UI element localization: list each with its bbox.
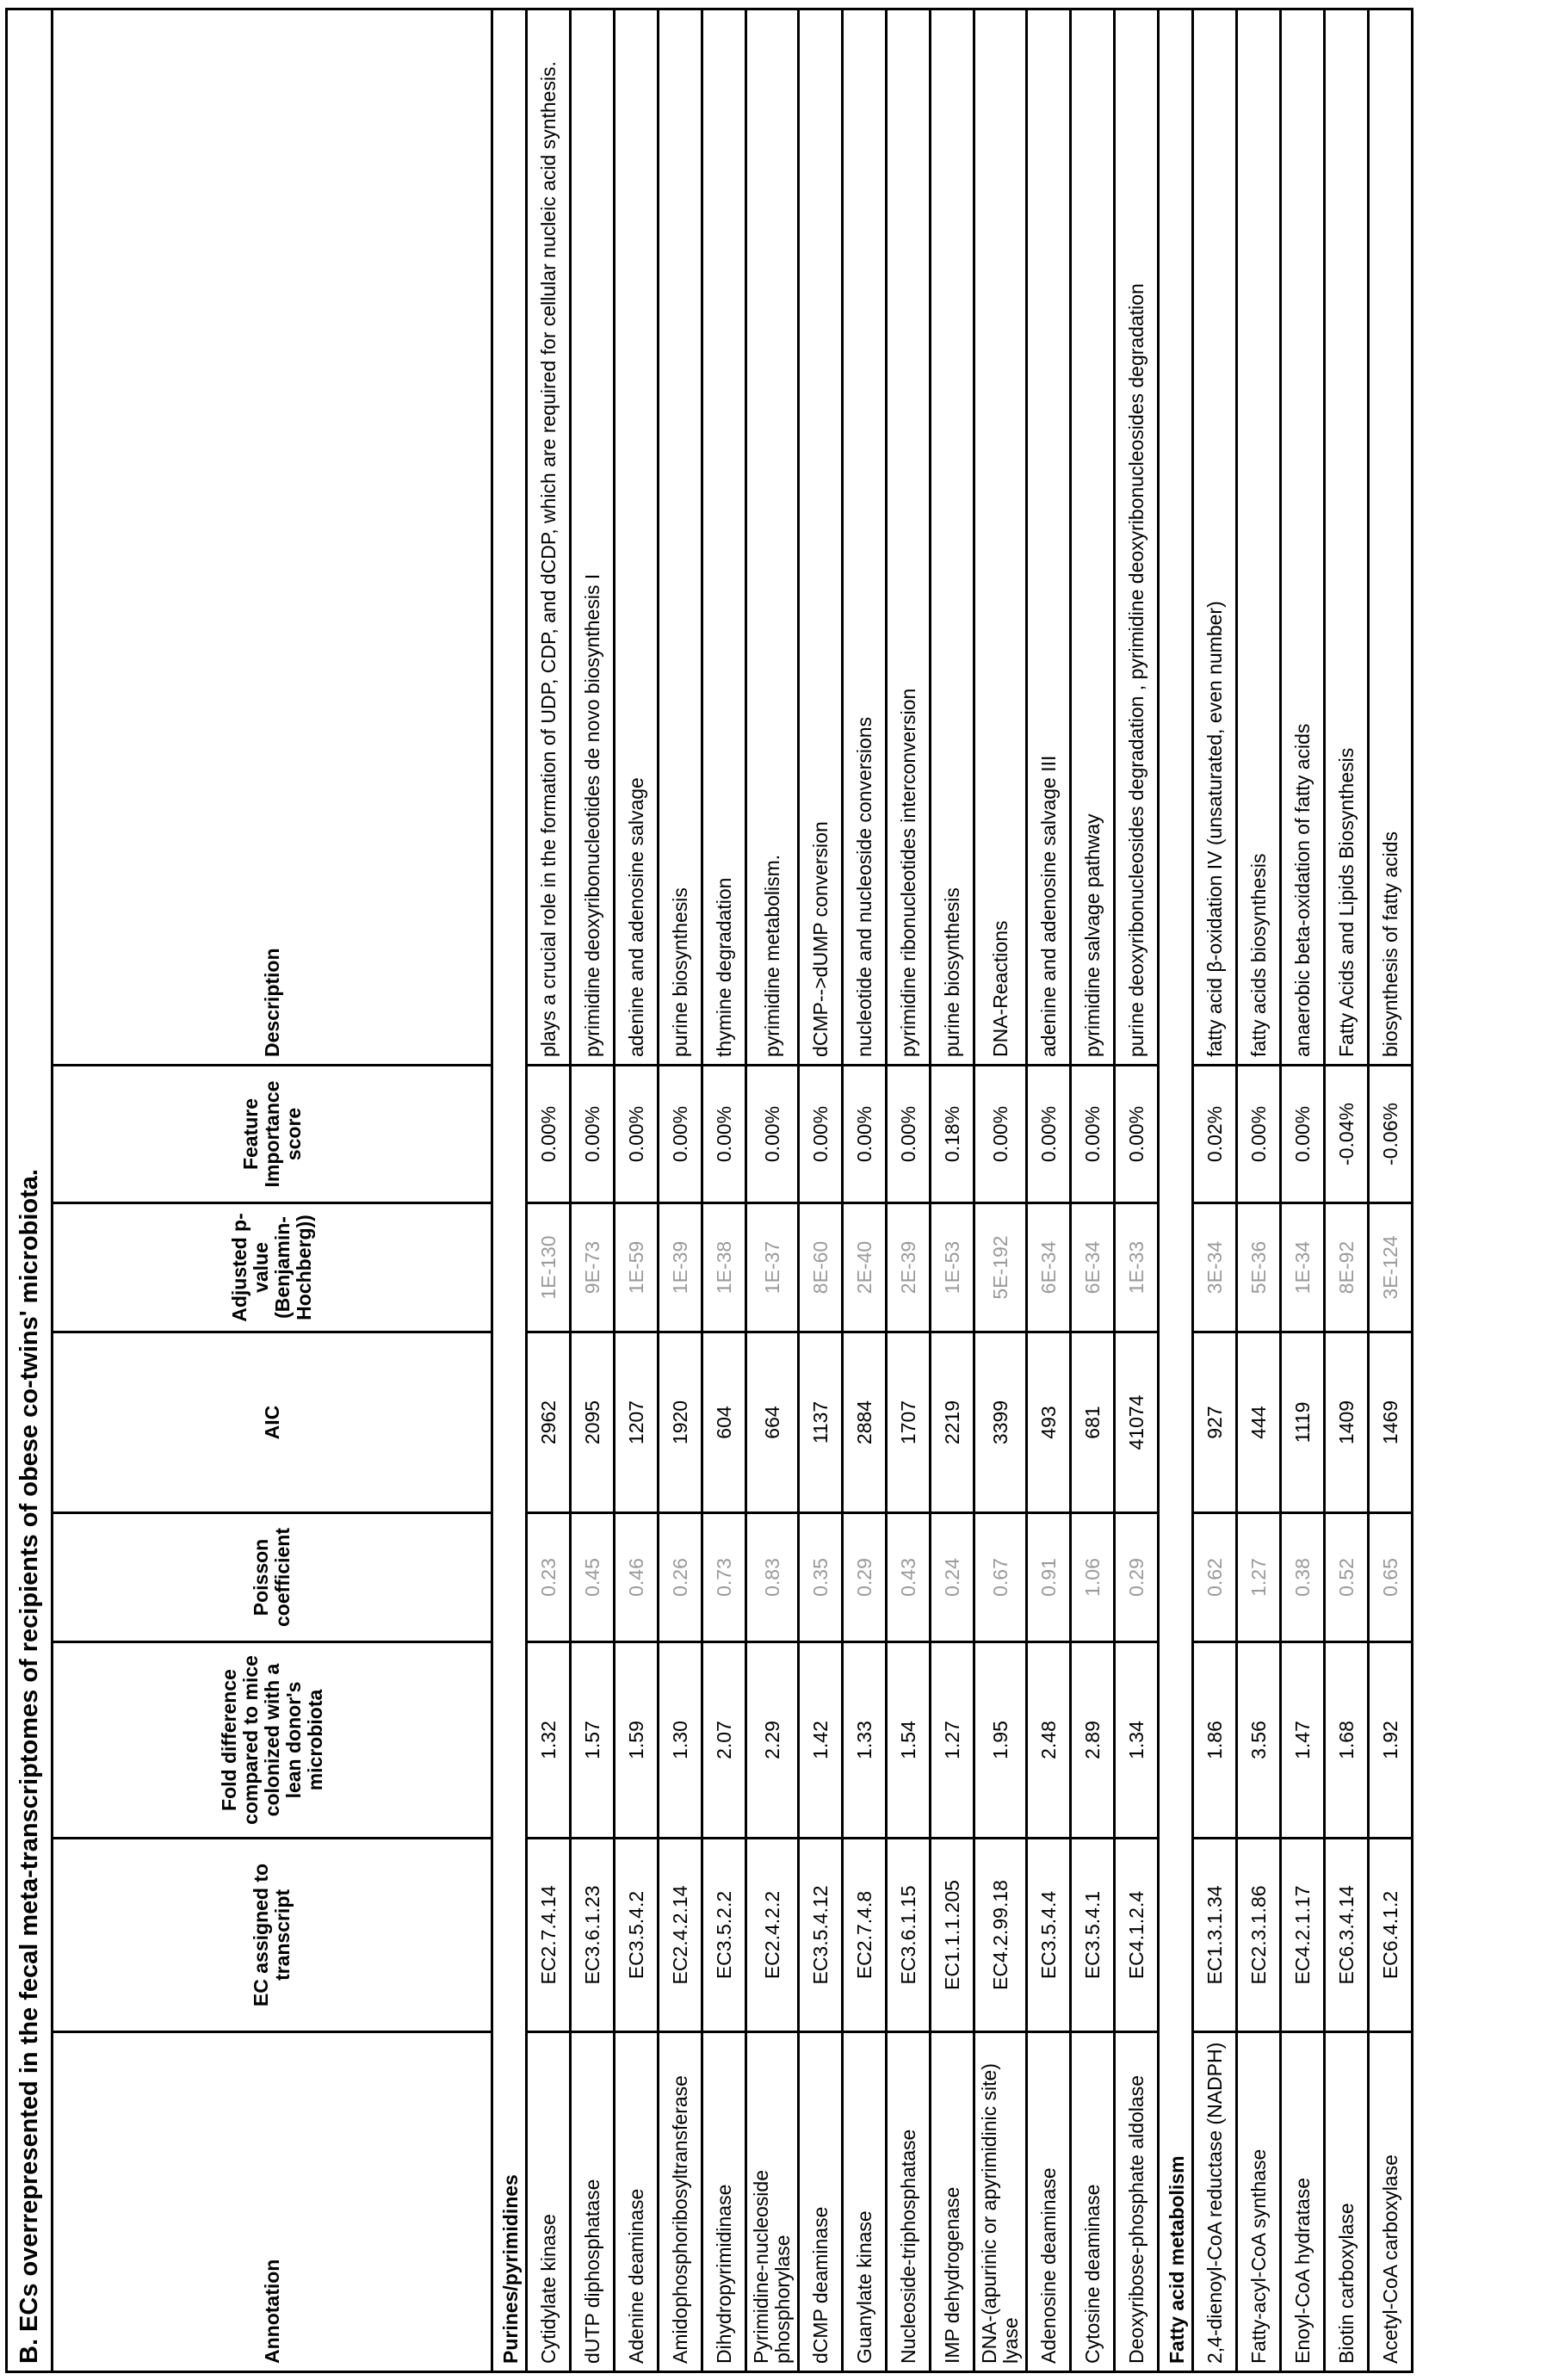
header-row <box>53 9 492 2371</box>
cell-fold: 1.30 <box>659 1642 702 1839</box>
cell-poisson: 0.46 <box>615 1513 659 1642</box>
cell-feature-importance: 0.18% <box>931 1066 974 1203</box>
cell-feature-importance: 0.00% <box>1071 1066 1115 1203</box>
cell-adj-p: 8E-92 <box>1325 1203 1369 1332</box>
cell-ec: EC2.3.1.86 <box>1237 1839 1281 2032</box>
cell-poisson: 0.26 <box>659 1513 702 1642</box>
section-row <box>1159 9 1193 2371</box>
ec-table <box>5 8 1413 2373</box>
cell-poisson: 0.91 <box>1027 1513 1071 1642</box>
table-row <box>843 9 887 2371</box>
cell-ec: EC4.1.2.4 <box>1115 1839 1159 2032</box>
cell-annotation: Amidophosphoribosyltransferase <box>659 2032 702 2372</box>
cell-fold: 3.56 <box>1237 1642 1281 1839</box>
header-annotation: Annotation <box>53 2032 492 2372</box>
cell-feature-importance: 0.00% <box>1115 1066 1159 1203</box>
cell-fold: 1.33 <box>843 1642 887 1839</box>
section-title: Purines/pyrimidines <box>492 9 527 2371</box>
cell-fold: 1.68 <box>1325 1642 1369 1839</box>
cell-ec: EC3.5.4.1 <box>1071 1839 1115 2032</box>
cell-ec: EC4.2.99.18 <box>974 1839 1027 2032</box>
cell-feature-importance: -0.06% <box>1369 1066 1413 1203</box>
cell-aic: 493 <box>1027 1332 1071 1513</box>
cell-aic: 3399 <box>974 1332 1027 1513</box>
cell-aic: 444 <box>1237 1332 1281 1513</box>
cell-description: nucleotide and nucleoside conversions <box>843 9 887 1065</box>
cell-adj-p: 5E-36 <box>1237 1203 1281 1332</box>
cell-adj-p: 1E-38 <box>702 1203 746 1332</box>
cell-adj-p: 8E-60 <box>799 1203 843 1332</box>
cell-ec: EC6.3.4.14 <box>1325 1839 1369 2032</box>
table-row <box>1325 9 1369 2371</box>
cell-feature-importance: 0.00% <box>571 1066 615 1203</box>
cell-ec: EC2.4.2.14 <box>659 1839 702 2032</box>
cell-feature-importance: 0.00% <box>615 1066 659 1203</box>
cell-fold: 1.32 <box>527 1642 571 1839</box>
table-row <box>1115 9 1159 2371</box>
cell-poisson: 1.06 <box>1071 1513 1115 1642</box>
cell-ec: EC3.5.2.2 <box>702 1839 746 2032</box>
cell-description: fatty acids biosynthesis <box>1237 9 1281 1065</box>
cell-description: adenine and adenosine salvage III <box>1027 9 1071 1065</box>
cell-aic: 681 <box>1071 1332 1115 1513</box>
cell-fold: 1.92 <box>1369 1642 1413 1839</box>
table-row <box>659 9 702 2371</box>
cell-ec: EC1.3.1.34 <box>1193 1839 1237 2032</box>
cell-annotation: Guanylate kinase <box>843 2032 887 2372</box>
cell-adj-p: 2E-40 <box>843 1203 887 1332</box>
cell-description: biosynthesis of fatty acids <box>1369 9 1413 1065</box>
cell-description: adenine and adenosine salvage <box>615 9 659 1065</box>
table-row <box>931 9 974 2371</box>
cell-annotation: Adenine deaminase <box>615 2032 659 2372</box>
cell-adj-p: 5E-192 <box>974 1203 1027 1332</box>
section-title: Fatty acid metabolism <box>1159 9 1193 2371</box>
cell-fold: 1.34 <box>1115 1642 1159 1839</box>
cell-aic: 927 <box>1193 1332 1237 1513</box>
cell-poisson: 0.62 <box>1193 1513 1237 1642</box>
table-row <box>974 9 1027 2371</box>
cell-fold: 1.27 <box>931 1642 974 1839</box>
table-row <box>1281 9 1325 2371</box>
cell-aic: 1207 <box>615 1332 659 1513</box>
section-row <box>492 9 527 2371</box>
cell-aic: 664 <box>746 1332 799 1513</box>
cell-ec: EC2.4.2.2 <box>746 1839 799 2032</box>
cell-description: DNA-Reactions <box>974 9 1027 1065</box>
cell-ec: EC3.5.4.12 <box>799 1839 843 2032</box>
cell-feature-importance: 0.00% <box>746 1066 799 1203</box>
cell-feature-importance: 0.00% <box>1281 1066 1325 1203</box>
table-row <box>1193 9 1237 2371</box>
cell-description: pyrimidine deoxyribonucleotides de novo biosynthesis I <box>571 9 615 1065</box>
cell-description: purine deoxyribonucleosides degradation , pyrimidine deoxyribonucleosides degradation <box>1115 9 1159 1065</box>
cell-ec: EC2.7.4.8 <box>843 1839 887 2032</box>
cell-aic: 1707 <box>887 1332 931 1513</box>
cell-annotation: Acetyl-CoA carboxylase <box>1369 2032 1413 2372</box>
cell-annotation: Cytosine deaminase <box>1071 2032 1115 2372</box>
table-row <box>1071 9 1115 2371</box>
cell-ec: EC3.6.1.15 <box>887 1839 931 2032</box>
cell-fold: 1.42 <box>799 1642 843 1839</box>
cell-adj-p: 1E-37 <box>746 1203 799 1332</box>
cell-feature-importance: 0.00% <box>843 1066 887 1203</box>
cell-fold: 2.89 <box>1071 1642 1115 1839</box>
cell-annotation: Cytidylate kinase <box>527 2032 571 2372</box>
cell-adj-p: 6E-34 <box>1071 1203 1115 1332</box>
cell-aic: 1409 <box>1325 1332 1369 1513</box>
cell-feature-importance: -0.04% <box>1325 1066 1369 1203</box>
cell-ec: EC1.1.1.205 <box>931 1839 974 2032</box>
cell-annotation: Fatty-acyl-CoA synthase <box>1237 2032 1281 2372</box>
cell-annotation: Biotin carboxylase <box>1325 2032 1369 2372</box>
cell-poisson: 0.35 <box>799 1513 843 1642</box>
cell-feature-importance: 0.02% <box>1193 1066 1237 1203</box>
cell-description: plays a crucial role in the formation of UDP, CDP, and dCDP, which are required for cellular nucleic acid synthesis. <box>527 9 571 1065</box>
table-row <box>1027 9 1071 2371</box>
cell-description: fatty acid β-oxidation IV (unsaturated, even number) <box>1193 9 1237 1065</box>
cell-annotation: Dihydropyrimidinase <box>702 2032 746 2372</box>
cell-feature-importance: 0.00% <box>799 1066 843 1203</box>
cell-adj-p: 9E-73 <box>571 1203 615 1332</box>
cell-description: purine biosynthesis <box>931 9 974 1065</box>
table-row <box>702 9 746 2371</box>
cell-fold: 1.59 <box>615 1642 659 1839</box>
cell-adj-p: 1E-59 <box>615 1203 659 1332</box>
cell-aic: 1119 <box>1281 1332 1325 1513</box>
header-aic: AIC <box>53 1332 492 1513</box>
cell-fold: 2.48 <box>1027 1642 1071 1839</box>
cell-fold: 2.07 <box>702 1642 746 1839</box>
cell-feature-importance: 0.00% <box>887 1066 931 1203</box>
cell-poisson: 0.83 <box>746 1513 799 1642</box>
cell-poisson: 1.27 <box>1237 1513 1281 1642</box>
cell-poisson: 0.65 <box>1369 1513 1413 1642</box>
cell-annotation: IMP dehydrogenase <box>931 2032 974 2372</box>
cell-aic: 1137 <box>799 1332 843 1513</box>
cell-ec: EC2.7.4.14 <box>527 1839 571 2032</box>
cell-feature-importance: 0.00% <box>1027 1066 1071 1203</box>
table-row <box>527 9 571 2371</box>
table-row <box>746 9 799 2371</box>
cell-description: anaerobic beta-oxidation of fatty acids <box>1281 9 1325 1065</box>
cell-aic: 1920 <box>659 1332 702 1513</box>
cell-feature-importance: 0.00% <box>702 1066 746 1203</box>
cell-poisson: 0.29 <box>1115 1513 1159 1642</box>
cell-fold: 1.95 <box>974 1642 1027 1839</box>
cell-adj-p: 1E-34 <box>1281 1203 1325 1332</box>
header-fold: Fold difference compared to mice colonized with a lean donor's microbiota <box>53 1642 492 1839</box>
cell-aic: 2884 <box>843 1332 887 1513</box>
cell-ec: EC4.2.1.17 <box>1281 1839 1325 2032</box>
cell-poisson: 0.24 <box>931 1513 974 1642</box>
cell-aic: 604 <box>702 1332 746 1513</box>
cell-description: pyrimidine ribonucleotides interconversion <box>887 9 931 1065</box>
cell-poisson: 0.38 <box>1281 1513 1325 1642</box>
header-poisson: Poisson coefficient <box>53 1513 492 1642</box>
cell-feature-importance: 0.00% <box>659 1066 702 1203</box>
table-title: B. ECs overrepresented in the fecal meta-transcriptomes of recipients of obese co-twins' microbiota. <box>7 9 53 2371</box>
cell-description: Fatty Acids and Lipids Biosynthesis <box>1325 9 1369 1065</box>
table-row <box>799 9 843 2371</box>
table-row <box>1369 9 1413 2371</box>
cell-annotation: Enoyl-CoA hydratase <box>1281 2032 1325 2372</box>
cell-adj-p: 3E-124 <box>1369 1203 1413 1332</box>
cell-ec: EC3.5.4.2 <box>615 1839 659 2032</box>
cell-feature-importance: 0.00% <box>1237 1066 1281 1203</box>
cell-description: pyrimidine metabolism. <box>746 9 799 1065</box>
cell-feature-importance: 0.00% <box>527 1066 571 1203</box>
header-description: Description <box>53 9 492 1065</box>
cell-aic: 41074 <box>1115 1332 1159 1513</box>
cell-fold: 2.29 <box>746 1642 799 1839</box>
cell-annotation: dCMP deaminase <box>799 2032 843 2372</box>
cell-ec: EC6.4.1.2 <box>1369 1839 1413 2032</box>
cell-poisson: 0.52 <box>1325 1513 1369 1642</box>
table-row <box>615 9 659 2371</box>
table-row <box>571 9 615 2371</box>
cell-annotation: DNA-(apurinic or apyrimidinic site) lyase <box>974 2032 1027 2372</box>
cell-description: dCMP-->dUMP conversion <box>799 9 843 1065</box>
cell-description: thymine degradation <box>702 9 746 1065</box>
cell-fold: 1.86 <box>1193 1642 1237 1839</box>
cell-annotation: dUTP diphosphatase <box>571 2032 615 2372</box>
cell-poisson: 0.45 <box>571 1513 615 1642</box>
cell-adj-p: 6E-34 <box>1027 1203 1071 1332</box>
cell-aic: 2219 <box>931 1332 974 1513</box>
cell-description: pyrimidine salvage pathway <box>1071 9 1115 1065</box>
cell-fold: 1.54 <box>887 1642 931 1839</box>
cell-annotation: Deoxyribose-phosphate aldolase <box>1115 2032 1159 2372</box>
cell-aic: 2095 <box>571 1332 615 1513</box>
cell-ec: EC3.6.1.23 <box>571 1839 615 2032</box>
rotated-table-page <box>0 0 1565 2380</box>
cell-fold: 1.57 <box>571 1642 615 1839</box>
cell-description: purine biosynthesis <box>659 9 702 1065</box>
cell-poisson: 0.23 <box>527 1513 571 1642</box>
cell-poisson: 0.67 <box>974 1513 1027 1642</box>
cell-fold: 1.47 <box>1281 1642 1325 1839</box>
cell-adj-p: 1E-39 <box>659 1203 702 1332</box>
cell-poisson: 0.29 <box>843 1513 887 1642</box>
cell-annotation: Nucleoside-triphosphatase <box>887 2032 931 2372</box>
table-row <box>1237 9 1281 2371</box>
header-adj-p: Adjusted p-value (Benjamin-Hochberg)) <box>53 1203 492 1332</box>
cell-poisson: 0.43 <box>887 1513 931 1642</box>
cell-adj-p: 1E-130 <box>527 1203 571 1332</box>
cell-aic: 2962 <box>527 1332 571 1513</box>
cell-annotation: 2,4-dienoyl-CoA reductase (NADPH) <box>1193 2032 1237 2372</box>
header-ec: EC assigned to transcript <box>53 1839 492 2032</box>
header-feature-importance: Feature Importance score <box>53 1066 492 1203</box>
cell-feature-importance: 0.00% <box>974 1066 1027 1203</box>
cell-adj-p: 2E-39 <box>887 1203 931 1332</box>
cell-annotation: Pyrimidine-nucleoside phosphorylase <box>746 2032 799 2372</box>
cell-ec: EC3.5.4.4 <box>1027 1839 1071 2032</box>
cell-adj-p: 3E-34 <box>1193 1203 1237 1332</box>
cell-annotation: Adenosine deaminase <box>1027 2032 1071 2372</box>
cell-aic: 1469 <box>1369 1332 1413 1513</box>
cell-adj-p: 1E-33 <box>1115 1203 1159 1332</box>
cell-adj-p: 1E-53 <box>931 1203 974 1332</box>
cell-poisson: 0.73 <box>702 1513 746 1642</box>
table-row <box>887 9 931 2371</box>
